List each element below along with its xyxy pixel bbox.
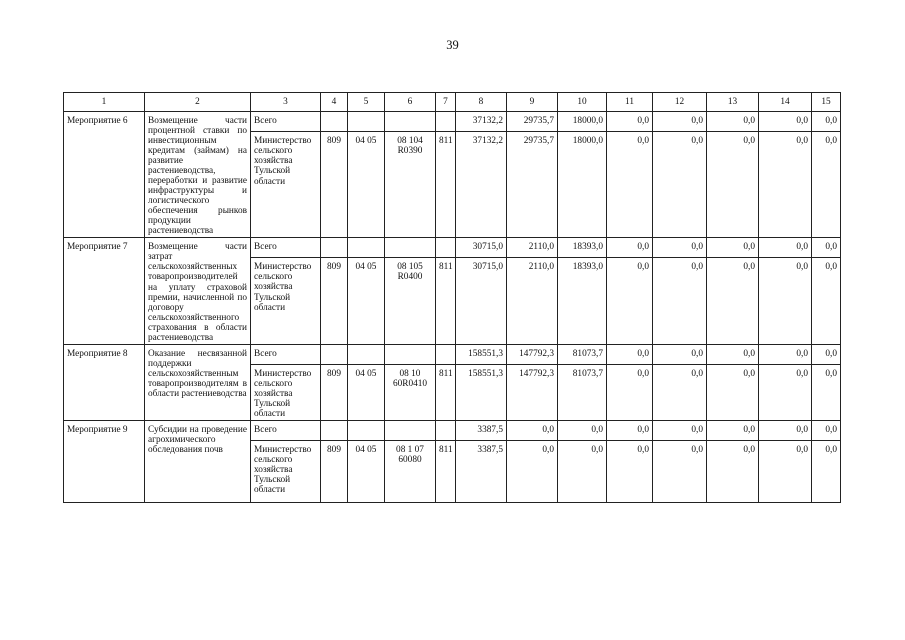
- header-cell: 13: [707, 93, 759, 112]
- header-cell: 14: [759, 93, 812, 112]
- rzpr-code: 04 05: [348, 132, 385, 238]
- csr-code: 08 105 R0400: [385, 258, 436, 344]
- header-cell: 3: [251, 93, 321, 112]
- ministry-value-cell: 158551,3: [456, 364, 507, 420]
- ministry-value-cell: 0,0: [759, 132, 812, 238]
- ministry-value-cell: 147792,3: [507, 364, 558, 420]
- total-value-cell: 37132,2: [456, 112, 507, 132]
- total-value-cell: 0,0: [558, 420, 607, 440]
- empty-cell: [385, 344, 436, 364]
- grbs-code: 809: [321, 364, 348, 420]
- empty-cell: [436, 238, 456, 258]
- event-label: Мероприятие 8: [64, 344, 145, 420]
- event-label: Мероприятие 7: [64, 238, 145, 344]
- total-value-cell: 2110,0: [507, 238, 558, 258]
- total-value-cell: 0,0: [607, 238, 653, 258]
- ministry-value-cell: 18393,0: [558, 258, 607, 344]
- vr-code: 811: [436, 258, 456, 344]
- ministry-value-cell: 0,0: [653, 440, 707, 502]
- ministry-value-cell: 0,0: [812, 440, 841, 502]
- empty-cell: [348, 112, 385, 132]
- event-label: Мероприятие 6: [64, 112, 145, 238]
- ministry-value-cell: 0,0: [812, 258, 841, 344]
- csr-code: 08 1 07 60080: [385, 440, 436, 502]
- ministry-value-cell: 0,0: [759, 258, 812, 344]
- ministry-value-cell: 0,0: [707, 364, 759, 420]
- header-cell: 15: [812, 93, 841, 112]
- total-value-cell: 0,0: [653, 238, 707, 258]
- grbs-code: 809: [321, 440, 348, 502]
- total-label: Всего: [251, 420, 321, 440]
- ministry-value-cell: 0,0: [607, 440, 653, 502]
- total-value-cell: 0,0: [759, 112, 812, 132]
- header-cell: 10: [558, 93, 607, 112]
- total-value-cell: 30715,0: [456, 238, 507, 258]
- header-cell: 5: [348, 93, 385, 112]
- total-value-cell: 0,0: [707, 344, 759, 364]
- rzpr-code: 04 05: [348, 364, 385, 420]
- empty-cell: [321, 112, 348, 132]
- header-cell: 12: [653, 93, 707, 112]
- event-description: Возмещение части процентной ставки по инвестиционным кредитам (займам) на развитие растениеводства, переработки и развитие инфраструктуры и логистического обеспечения рынков продукции растениеводства: [145, 112, 251, 238]
- ministry-value-cell: 30715,0: [456, 258, 507, 344]
- ministry-value-cell: 0,0: [707, 440, 759, 502]
- total-value-cell: 0,0: [607, 112, 653, 132]
- total-label: Всего: [251, 112, 321, 132]
- empty-cell: [436, 420, 456, 440]
- total-value-cell: 18000,0: [558, 112, 607, 132]
- ministry-value-cell: 0,0: [812, 364, 841, 420]
- total-value-cell: 0,0: [507, 420, 558, 440]
- ministry-value-cell: 0,0: [759, 364, 812, 420]
- total-value-cell: 0,0: [707, 238, 759, 258]
- total-value-cell: 0,0: [812, 344, 841, 364]
- total-value-cell: 18393,0: [558, 238, 607, 258]
- ministry-value-cell: 18000,0: [558, 132, 607, 238]
- ministry-value-cell: 37132,2: [456, 132, 507, 238]
- header-cell: 8: [456, 93, 507, 112]
- header-cell: 6: [385, 93, 436, 112]
- grbs-code: 809: [321, 258, 348, 344]
- event-total-row: [64, 420, 841, 440]
- ministry-name: Министерство сельского хозяйства Тульской области: [251, 132, 321, 238]
- ministry-name: Министерство сельского хозяйства Тульской области: [251, 258, 321, 344]
- empty-cell: [321, 420, 348, 440]
- empty-cell: [348, 420, 385, 440]
- total-value-cell: 0,0: [812, 238, 841, 258]
- event-description: Субсидии на проведение агрохимического обследования почв: [145, 420, 251, 502]
- empty-cell: [321, 344, 348, 364]
- vr-code: 811: [436, 132, 456, 238]
- csr-code: 08 104 R0390: [385, 132, 436, 238]
- empty-cell: [321, 238, 348, 258]
- total-value-cell: 0,0: [759, 344, 812, 364]
- page-number: 39: [446, 38, 459, 52]
- vr-code: 811: [436, 364, 456, 420]
- ministry-value-cell: 0,0: [653, 258, 707, 344]
- total-value-cell: 0,0: [653, 112, 707, 132]
- header-cell: 11: [607, 93, 653, 112]
- total-value-cell: 3387,5: [456, 420, 507, 440]
- ministry-value-cell: 0,0: [607, 132, 653, 238]
- header-row: [64, 93, 841, 112]
- ministry-value-cell: 0,0: [812, 132, 841, 238]
- ministry-value-cell: 29735,7: [507, 132, 558, 238]
- event-total-row: [64, 344, 841, 364]
- ministry-value-cell: 0,0: [653, 364, 707, 420]
- total-value-cell: 0,0: [607, 420, 653, 440]
- total-value-cell: 0,0: [759, 420, 812, 440]
- header-cell: 1: [64, 93, 145, 112]
- csr-code: 08 10 60R0410: [385, 364, 436, 420]
- ministry-value-cell: 3387,5: [456, 440, 507, 502]
- event-label: Мероприятие 9: [64, 420, 145, 502]
- ministry-value-cell: 0,0: [707, 258, 759, 344]
- total-value-cell: 0,0: [653, 344, 707, 364]
- header-cell: 9: [507, 93, 558, 112]
- vr-code: 811: [436, 440, 456, 502]
- rzpr-code: 04 05: [348, 258, 385, 344]
- event-total-row: [64, 112, 841, 132]
- total-value-cell: 0,0: [707, 420, 759, 440]
- header-cell: 4: [321, 93, 348, 112]
- empty-cell: [348, 344, 385, 364]
- ministry-value-cell: 0,0: [607, 364, 653, 420]
- total-value-cell: 0,0: [812, 420, 841, 440]
- total-value-cell: 0,0: [759, 238, 812, 258]
- empty-cell: [385, 420, 436, 440]
- total-value-cell: 29735,7: [507, 112, 558, 132]
- ministry-value-cell: 0,0: [707, 132, 759, 238]
- ministry-value-cell: 2110,0: [507, 258, 558, 344]
- ministry-value-cell: 0,0: [607, 258, 653, 344]
- empty-cell: [436, 344, 456, 364]
- total-value-cell: 0,0: [607, 344, 653, 364]
- rzpr-code: 04 05: [348, 440, 385, 502]
- event-description: Оказание несвязанной поддержки сельскохозяйственным товаропроизводителям в области растениеводства: [145, 344, 251, 420]
- header-cell: 7: [436, 93, 456, 112]
- total-label: Всего: [251, 238, 321, 258]
- event-description: Возмещение части затрат сельскохозяйственных товаропроизводителей на уплату страховой премии, начисленной по договору сельскохозяйственного страхования в области растениеводства: [145, 238, 251, 344]
- ministry-value-cell: 0,0: [558, 440, 607, 502]
- empty-cell: [385, 112, 436, 132]
- total-value-cell: 0,0: [812, 112, 841, 132]
- ministry-name: Министерство сельского хозяйства Тульской области: [251, 440, 321, 502]
- total-value-cell: 158551,3: [456, 344, 507, 364]
- ministry-value-cell: 0,0: [653, 132, 707, 238]
- ministry-value-cell: 0,0: [759, 440, 812, 502]
- ministry-value-cell: 81073,7: [558, 364, 607, 420]
- total-value-cell: 81073,7: [558, 344, 607, 364]
- event-total-row: [64, 238, 841, 258]
- empty-cell: [348, 238, 385, 258]
- grbs-code: 809: [321, 132, 348, 238]
- total-value-cell: 0,0: [707, 112, 759, 132]
- header-cell: 2: [145, 93, 251, 112]
- table-body: [64, 93, 841, 503]
- empty-cell: [436, 112, 456, 132]
- total-value-cell: 0,0: [653, 420, 707, 440]
- total-value-cell: 147792,3: [507, 344, 558, 364]
- total-label: Всего: [251, 344, 321, 364]
- ministry-name: Министерство сельского хозяйства Тульской области: [251, 364, 321, 420]
- budget-table: [63, 92, 841, 503]
- empty-cell: [385, 238, 436, 258]
- ministry-value-cell: 0,0: [507, 440, 558, 502]
